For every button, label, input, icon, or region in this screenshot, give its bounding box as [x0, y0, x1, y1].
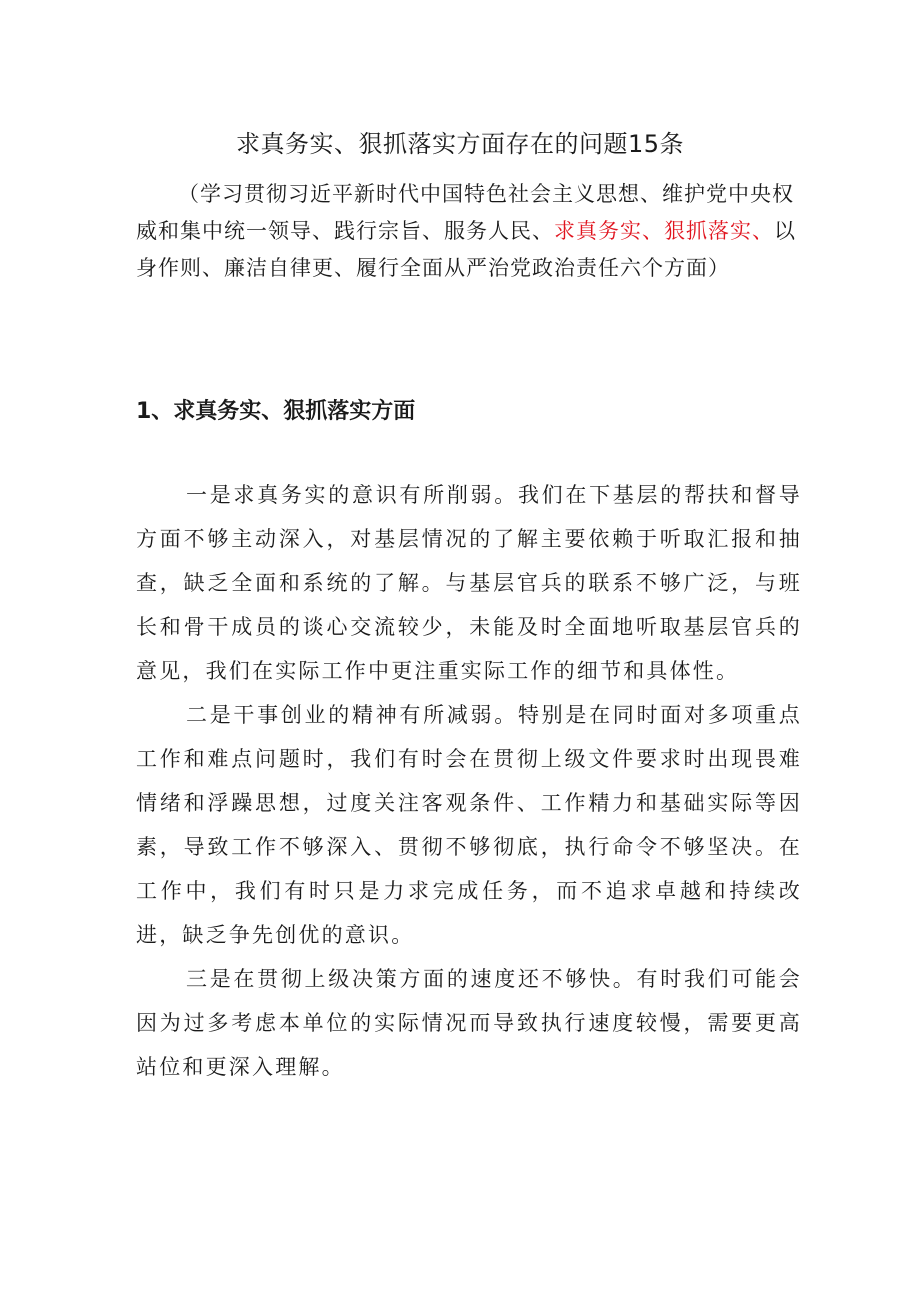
paragraph-1: 一是求真务实的意识有所削弱。我们在下基层的帮扶和督导方面不够主动深入，对基层情况的了解主要依赖于听取汇报和抽查，缺乏全面和系统的了解。与基层官兵的联系不够广泛，与班长和骨干成员的谈心交流较少，未能及时全面地听取基层官兵的意见，我们在实际工作中更注重实际工作的细节和具体性。	[136, 483, 802, 683]
subtitle-text-before: （学习贯彻习近平新时代中国特色社会主义思想、维护党中央权威和集中统一领导、践行宗旨、服务人民、	[136, 182, 794, 243]
subtitle-text-after: 以身作则、廉洁自律更、履行全面从严治党政治责任六个方面）	[136, 219, 796, 280]
document-title: 求真务实、狠抓落实方面存在的问题15条	[235, 130, 685, 158]
paragraph-2: 二是干事创业的精神有所减弱。特别是在同时面对多项重点工作和难点问题时，我们有时会在贯彻上级文件要求时出现畏难情绪和浮躁思想，过度关注客观条件、工作精力和基础实际等因素，导致工作不够深入、贯彻不够彻底，执行命令不够坚决。在工作中，我们有时只是力求完成任务，而不追求卓越和持续改进，缺乏争先创优的意识。	[136, 703, 802, 947]
subtitle-highlight: 求真务实、狠抓落实、	[554, 219, 774, 243]
document-subtitle	[136, 176, 796, 287]
paragraph-3: 三是在贯彻上级决策方面的速度还不够快。有时我们可能会因为过多考虑本单位的实际情况而导致执行速度较慢，需要更高站位和更深入理解。	[136, 967, 802, 1079]
body-text	[136, 473, 802, 1089]
section-heading: 1、求真务实、狠抓落实方面	[136, 399, 416, 424]
